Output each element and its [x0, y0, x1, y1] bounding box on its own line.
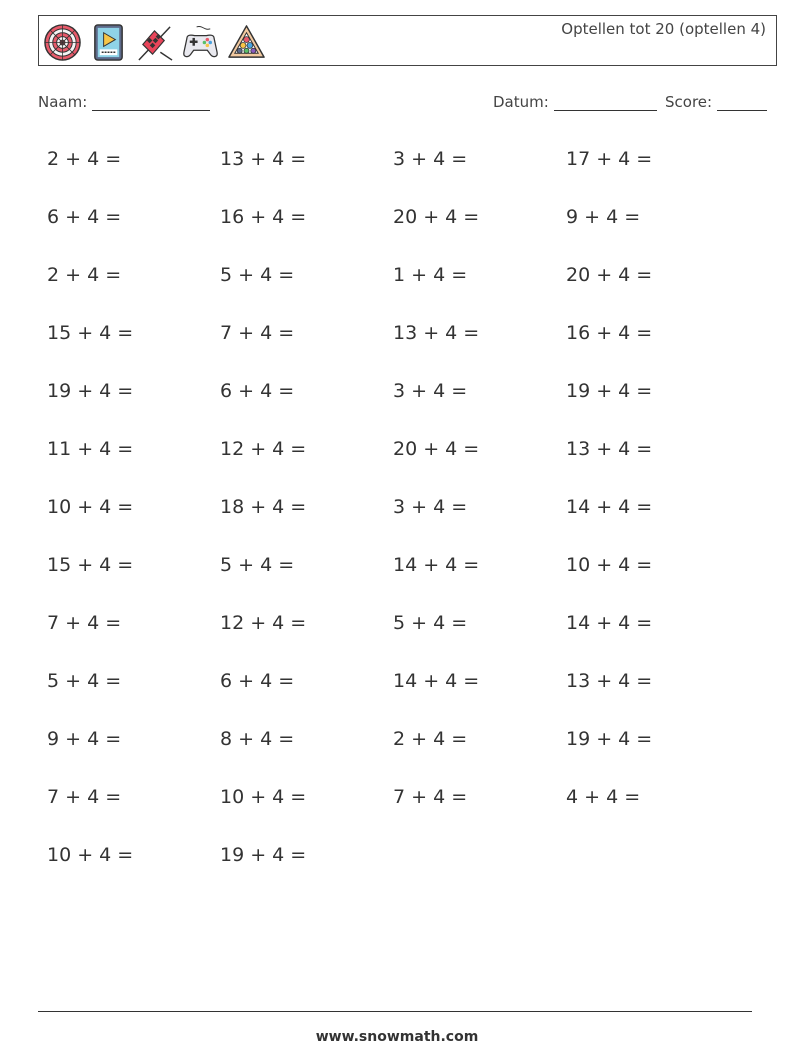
billiard-rack-icon — [227, 23, 266, 62]
problem-r4-c4: 16 + 4 = — [566, 322, 653, 344]
tablet-play-icon — [89, 23, 128, 62]
date-label: Datum: — [493, 93, 549, 111]
problem-r1-c2: 13 + 4 = — [220, 148, 307, 170]
gamepad-icon — [181, 23, 220, 62]
problem-r6-c3: 20 + 4 = — [393, 438, 480, 460]
name-line[interactable] — [92, 94, 210, 111]
date-field — [493, 93, 657, 111]
score-field — [665, 93, 767, 111]
score-label: Score: — [665, 93, 713, 111]
problem-r6-c4: 13 + 4 = — [566, 438, 653, 460]
problem-r3-c3: 1 + 4 = — [393, 264, 468, 286]
problem-r4-c2: 7 + 4 = — [220, 322, 295, 344]
problem-r8-c4: 10 + 4 = — [566, 554, 653, 576]
name-field — [38, 93, 210, 111]
header-icons — [43, 23, 266, 62]
problem-r3-c2: 5 + 4 = — [220, 264, 295, 286]
problem-r11-c1: 9 + 4 = — [47, 728, 122, 750]
problem-r8-c2: 5 + 4 = — [220, 554, 295, 576]
problem-r12-c1: 7 + 4 = — [47, 786, 122, 808]
footer-divider — [38, 1011, 752, 1012]
problem-r1-c3: 3 + 4 = — [393, 148, 468, 170]
problem-r13-c1: 10 + 4 = — [47, 844, 134, 866]
problem-r9-c1: 7 + 4 = — [47, 612, 122, 634]
problem-r5-c2: 6 + 4 = — [220, 380, 295, 402]
name-label: Naam: — [38, 93, 88, 111]
footer-site: www.snowmath.com — [315, 1029, 479, 1045]
problem-r6-c2: 12 + 4 = — [220, 438, 307, 460]
checkered-flag-icon — [135, 23, 174, 62]
problem-r6-c1: 11 + 4 = — [47, 438, 134, 460]
problem-r9-c4: 14 + 4 = — [566, 612, 653, 634]
problem-r5-c4: 19 + 4 = — [566, 380, 653, 402]
problem-r12-c4: 4 + 4 = — [566, 786, 641, 808]
problem-r1-c1: 2 + 4 = — [47, 148, 122, 170]
problem-r10-c2: 6 + 4 = — [220, 670, 295, 692]
problem-r5-c3: 3 + 4 = — [393, 380, 468, 402]
problem-r11-c4: 19 + 4 = — [566, 728, 653, 750]
worksheet-header — [38, 15, 777, 66]
problem-r11-c3: 2 + 4 = — [393, 728, 468, 750]
problem-r12-c3: 7 + 4 = — [393, 786, 468, 808]
problem-r1-c4: 17 + 4 = — [566, 148, 653, 170]
score-line[interactable] — [717, 94, 767, 111]
problem-r7-c4: 14 + 4 = — [566, 496, 653, 518]
problem-r7-c3: 3 + 4 = — [393, 496, 468, 518]
problem-r13-c2: 19 + 4 = — [220, 844, 307, 866]
problem-r10-c3: 14 + 4 = — [393, 670, 480, 692]
date-line[interactable] — [554, 94, 657, 111]
problem-r2-c3: 20 + 4 = — [393, 206, 480, 228]
problem-r7-c1: 10 + 4 = — [47, 496, 134, 518]
problem-r8-c3: 14 + 4 = — [393, 554, 480, 576]
problem-r2-c2: 16 + 4 = — [220, 206, 307, 228]
problem-r3-c4: 20 + 4 = — [566, 264, 653, 286]
problem-r4-c1: 15 + 4 = — [47, 322, 134, 344]
problem-r9-c3: 5 + 4 = — [393, 612, 468, 634]
problem-r8-c1: 15 + 4 = — [47, 554, 134, 576]
problem-r2-c4: 9 + 4 = — [566, 206, 641, 228]
problem-r4-c3: 13 + 4 = — [393, 322, 480, 344]
problem-r10-c4: 13 + 4 = — [566, 670, 653, 692]
problem-r9-c2: 12 + 4 = — [220, 612, 307, 634]
problem-r2-c1: 6 + 4 = — [47, 206, 122, 228]
problem-r3-c1: 2 + 4 = — [47, 264, 122, 286]
problem-r7-c2: 18 + 4 = — [220, 496, 307, 518]
problem-r10-c1: 5 + 4 = — [47, 670, 122, 692]
worksheet-title: Optellen tot 20 (optellen 4) — [561, 20, 766, 38]
problem-r11-c2: 8 + 4 = — [220, 728, 295, 750]
dartboard-icon — [43, 23, 82, 62]
problem-r5-c1: 19 + 4 = — [47, 380, 134, 402]
problem-r12-c2: 10 + 4 = — [220, 786, 307, 808]
